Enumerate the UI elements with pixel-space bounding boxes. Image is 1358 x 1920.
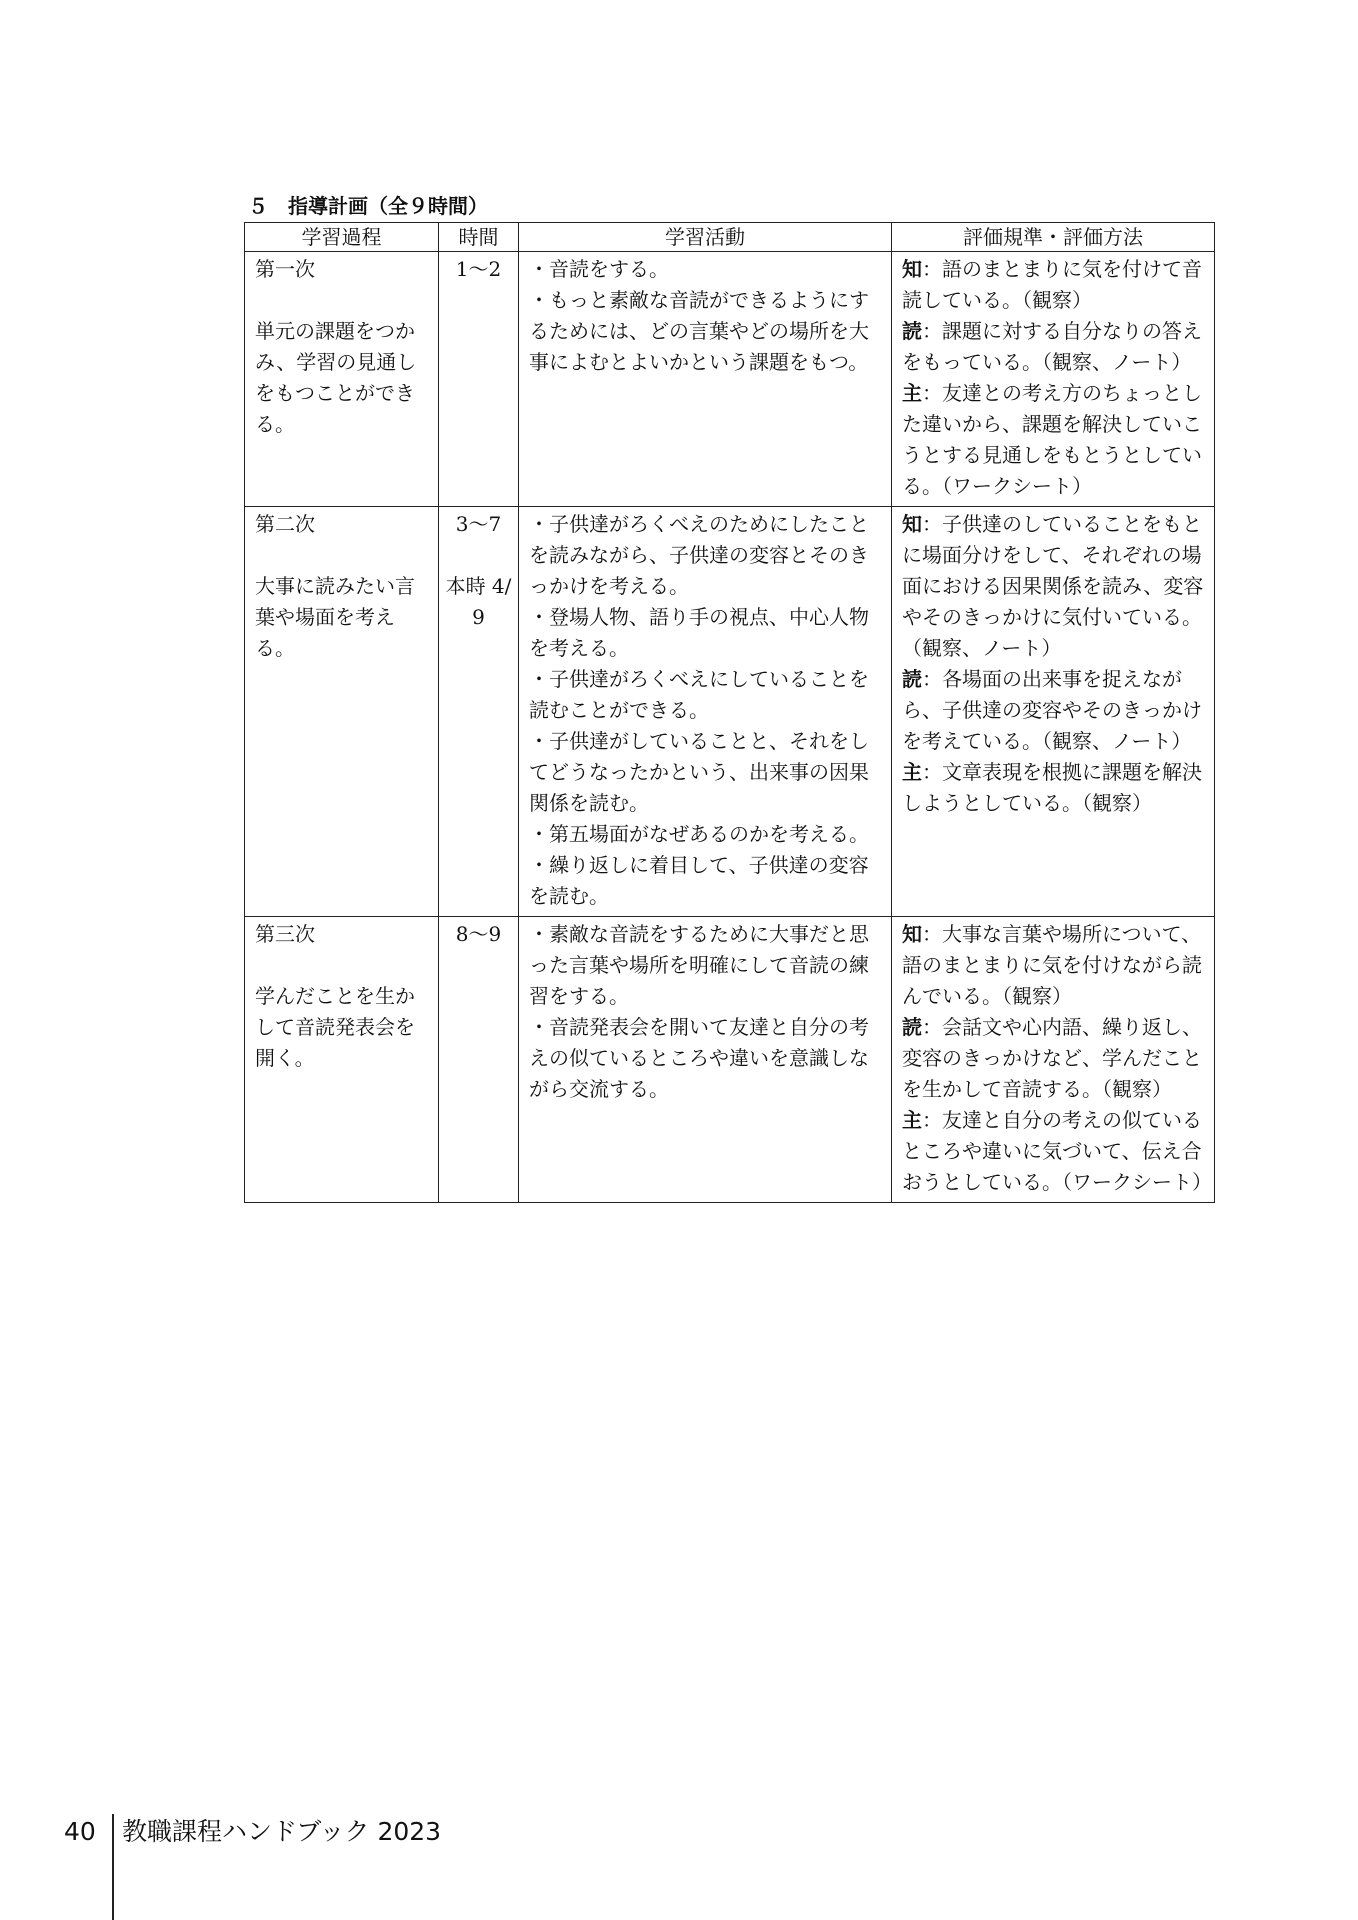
activity-item: ・子供達がろくべえのためにしたことを読みながら、子供達の変容とそのきっかけを考える。 [529,512,869,598]
evaluation-key: 知 [902,257,922,281]
evaluation-cell [892,252,1215,507]
table-row [245,252,1215,507]
time-cell [439,507,519,917]
table-header-row [245,223,1215,252]
activity-item: ・繰り返しに着目して、子供達の変容を読む。 [529,853,869,908]
section-title: ５ 指導計画（全９時間） [248,194,488,218]
table-row [245,917,1215,1203]
book-title: 教職課程ハンドブック 2023 [122,1817,442,1846]
stage-goal: 単元の課題をつかみ、学習の見通しをもつことができる。 [255,319,417,436]
evaluation-item [902,664,1204,757]
evaluation-item [902,757,1204,819]
activity-item: ・素敵な音読をするために大事だと思った言葉や場所を明確にして音読の練習をする。 [529,922,869,1008]
evaluation-text: ：子供達のしていることをもとに場面分けをして、それぞれの場面における因果関係を読み、変容やそのきっかけに気付いている。（観察、ノート） [902,512,1204,660]
time-cell [439,917,519,1203]
page-number: 40 [64,1817,96,1846]
stage-goal: 大事に読みたい言葉や場面を考える。 [255,574,415,660]
evaluation-item [902,1012,1204,1105]
evaluation-item [902,316,1204,378]
time-cell [439,252,519,507]
stage-cell [245,917,439,1203]
evaluation-text: ：課題に対する自分なりの答えをもっている。（観察、ノート） [902,319,1202,374]
evaluation-text: ：文章表現を根拠に課題を解決しようとしている。（観察） [902,760,1202,815]
time-range: 3〜7 [455,512,502,536]
stage-cell [245,252,439,507]
evaluation-text: ：友達との考え方のちょっとした違いから、課題を解決していこうとする見通しをもとうとしている。（ワークシート） [902,381,1202,498]
activity-item: ・音読発表会を開いて友達と自分の考えの似ているところや違いを意識しながら交流する。 [529,1015,869,1101]
evaluation-key: 読 [902,667,922,691]
evaluation-key: 主 [902,381,922,405]
activity-item: ・子供達がろくべえにしていることを読むことができる。 [529,667,869,722]
stage-goal: 学んだことを生かして音読発表会を開く。 [255,984,415,1070]
header-time: 時間 [439,223,519,252]
evaluation-key: 知 [902,922,922,946]
time-range: 1〜2 [455,257,502,281]
evaluation-item [902,254,1204,316]
header-activity: 学習活動 [519,223,892,252]
evaluation-text: ：友達と自分の考えの似ているところや違いに気づいて、伝え合おうとしている。（ワークシート） [902,1108,1212,1194]
header-evaluation: 評価規準・評価方法 [892,223,1215,252]
activity-cell [519,252,892,507]
activity-item: ・第五場面がなぜあるのかを考える。 [529,822,869,846]
evaluation-text: ：語のまとまりに気を付けて音読している。（観察） [902,257,1202,312]
evaluation-text: ：大事な言葉や場所について、語のまとまりに気を付けながら読んでいる。（観察） [902,922,1202,1008]
activity-cell [519,917,892,1203]
evaluation-text: ：会話文や心内語、繰り返し、変容のきっかけなど、学んだことを生かして音読する。（観察） [902,1015,1202,1101]
evaluation-cell [892,507,1215,917]
activity-item: ・登場人物、語り手の視点、中心人物を考える。 [529,605,869,660]
evaluation-item [902,509,1204,664]
evaluation-item [902,378,1204,502]
evaluation-item [902,919,1204,1012]
stage-name: 第一次 [255,257,315,281]
evaluation-key: 読 [902,1015,922,1039]
stage-cell [245,507,439,917]
evaluation-key: 読 [902,319,922,343]
evaluation-text: ：各場面の出来事を捉えながら、子供達の変容やそのきっかけを考えている。（観察、ノート） [902,667,1202,753]
header-process: 学習過程 [245,223,439,252]
time-note: 本時 4/9 [445,574,512,629]
evaluation-key: 主 [902,1108,922,1132]
time-range: 8〜9 [455,922,502,946]
evaluation-cell [892,917,1215,1203]
stage-name: 第二次 [255,512,315,536]
table-row [245,507,1215,917]
footer-divider [112,1814,114,1920]
activity-item: ・音読をする。 [529,257,669,281]
activity-item: ・もっと素敵な音読ができるようにするためには、どの言葉やどの場所を大事によむとよいかという課題をもつ。 [529,288,869,374]
evaluation-item [902,1105,1212,1198]
activity-cell [519,507,892,917]
instruction-plan-table [244,222,1215,1203]
evaluation-key: 知 [902,512,922,536]
activity-item: ・子供達がしていることと、それをしてどうなったかという、出来事の因果関係を読む。 [529,729,869,815]
evaluation-key: 主 [902,760,922,784]
stage-name: 第三次 [255,922,315,946]
